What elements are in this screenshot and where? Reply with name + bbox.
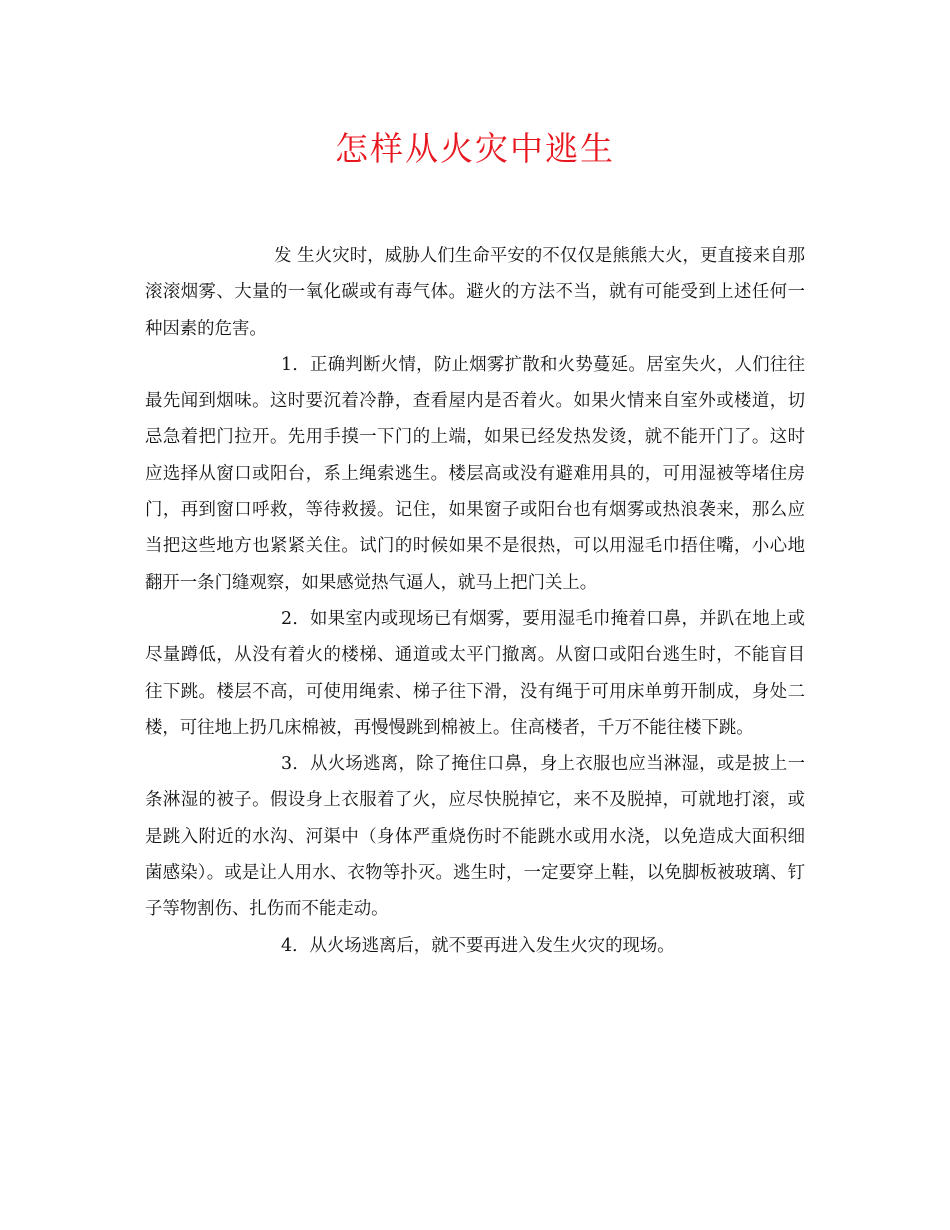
document-body bbox=[145, 238, 805, 964]
paragraph-item-1: 1．正确判断火情，防止烟雾扩散和火势蔓延。居室失火，人们往往最先闻到烟味。这时要沉着冷静，查看屋内是否着火。如果火情来自室外或楼道，切忌急着把门拉开。先用手摸一下门的上端，如果已经发热发烫，就不能开门了。这时应选择从窗口或阳台，系上绳索逃生。楼层高或没有避难用具的，可用湿被等堵住房门，再到窗口呼救，等待救援。记住，如果窗子或阳台也有烟雾或热浪袭来，那么应当把这些地方也紧紧关住。试门的时候如果不是很热，可以用湿毛巾捂住嘴，小心地翻开一条门缝观察，如果感觉热气逼人，就马上把门关上。 bbox=[145, 354, 805, 593]
paragraph-item-3: 3．从火场逃离，除了掩住口鼻，身上衣服也应当淋湿，或是披上一条淋湿的被子。假设身上衣服着了火，应尽快脱掉它，来不及脱掉，可就地打滚，或是跳入附近的水沟、河渠中（身体严重烧伤时不能跳水或用水浇，以免造成大面积细菌感染）。或是让人用水、衣物等扑灭。逃生时，一定要穿上鞋，以免脚板被玻璃、钉子等物割伤、扎伤而不能走动。 bbox=[145, 754, 805, 920]
paragraph-item-4: 4．从火场逃离后，就不要再进入发生火灾的现场。 bbox=[281, 935, 675, 956]
paragraph-intro: 发 生火灾时，威胁人们生命平安的不仅仅是熊熊大火，更直接来自那滚滚烟雾、大量的一氧化碳或有毒气体。避火的方法不当，就有可能受到上述任何一种因素的危害。 bbox=[145, 246, 805, 339]
paragraph-item-2: 2．如果室内或现场已有烟雾，要用湿毛巾掩着口鼻，并趴在地上或尽量蹲低，从没有着火的楼梯、通道或太平门撤离。从窗口或阳台逃生时，不能盲目往下跳。楼层不高，可使用绳索、梯子往下滑，没有绳于可用床单剪开制成，身处二楼，可往地上扔几床棉被，再慢慢跳到棉被上。住高楼者，千万不能往楼下跳。 bbox=[145, 608, 805, 738]
document-title: 怎样从火灾中逃生 bbox=[335, 129, 615, 168]
